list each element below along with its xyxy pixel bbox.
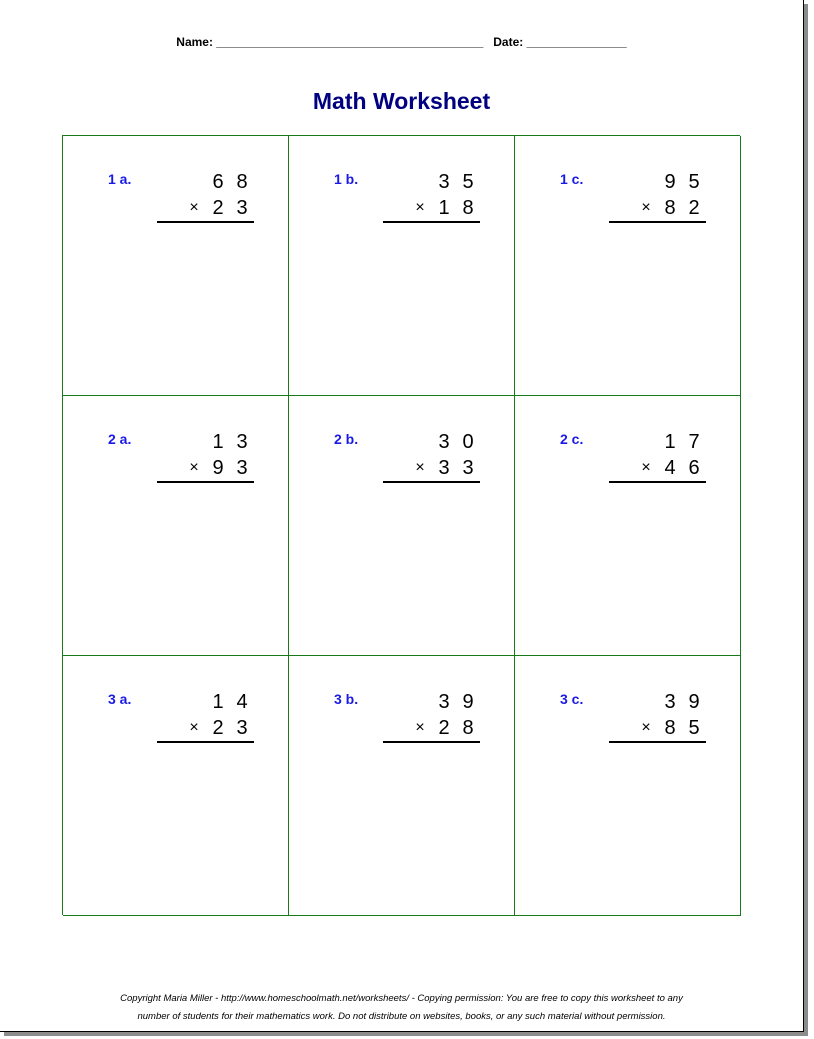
times-sign: × (189, 199, 199, 216)
multiplier-digit: 4 (664, 457, 676, 479)
times-sign: × (641, 459, 651, 476)
times-sign: × (641, 719, 651, 736)
multiplier-row (157, 455, 254, 481)
problem-cell (515, 136, 741, 396)
multiplier-digit: 8 (462, 197, 474, 219)
multiplicand-row (609, 689, 706, 715)
multiplicand-digit: 0 (462, 431, 474, 453)
multiplicand-digit: 5 (462, 171, 474, 193)
multiplier-digit: 5 (688, 717, 700, 739)
copyright-footer (0, 990, 803, 1026)
multiplier-digit: 2 (688, 197, 700, 219)
multiplier-digit: 3 (438, 457, 450, 479)
problem-grid (62, 135, 740, 915)
answer-rule (157, 741, 254, 743)
problem-label: 2 a. (108, 431, 132, 447)
multiplier-row (157, 195, 254, 221)
multiplier-digit: 8 (664, 717, 676, 739)
multiplier-row (609, 715, 706, 741)
multiplicand-row (383, 429, 480, 455)
problem-label: 1 a. (108, 171, 132, 187)
multiplier-digit: 2 (212, 717, 224, 739)
multiplier-digit: 6 (688, 457, 700, 479)
multiplicand-digit: 8 (236, 171, 248, 193)
times-sign: × (415, 459, 425, 476)
multiplication-problem (157, 429, 254, 483)
multiplier-digit: 8 (462, 717, 474, 739)
multiplication-problem (609, 429, 706, 483)
problem-cell (289, 656, 515, 916)
times-sign: × (641, 199, 651, 216)
problem-cell (63, 396, 289, 656)
problem-cell (63, 136, 289, 396)
multiplicand-digit: 3 (438, 171, 450, 193)
multiplicand-digit: 7 (688, 431, 700, 453)
multiplier-digit: 3 (236, 717, 248, 739)
multiplicand-digit: 1 (212, 691, 224, 713)
problem-label: 1 b. (334, 171, 359, 187)
answer-rule (609, 221, 706, 223)
multiplier-digit: 3 (462, 457, 474, 479)
multiplication-problem (383, 429, 480, 483)
times-sign: × (415, 719, 425, 736)
problem-cell (515, 656, 741, 916)
answer-rule (609, 481, 706, 483)
multiplier-row (157, 715, 254, 741)
multiplicand-row (157, 169, 254, 195)
times-sign: × (415, 199, 425, 216)
multiplier-row (383, 195, 480, 221)
multiplier-digit: 2 (212, 197, 224, 219)
multiplicand-digit: 9 (462, 691, 474, 713)
problem-cell (289, 136, 515, 396)
multiplicand-row (609, 429, 706, 455)
multiplicand-digit: 9 (688, 691, 700, 713)
multiplier-row (383, 455, 480, 481)
multiplicand-row (157, 429, 254, 455)
answer-rule (157, 481, 254, 483)
problem-label: 3 c. (560, 691, 584, 707)
multiplier-row (609, 455, 706, 481)
multiplicand-row (609, 169, 706, 195)
answer-rule (157, 221, 254, 223)
multiplier-digit: 9 (212, 457, 224, 479)
multiplicand-digit: 4 (236, 691, 248, 713)
multiplication-problem (609, 689, 706, 743)
multiplicand-digit: 6 (212, 171, 224, 193)
copyright-line-2: number of students for their mathematics work. Do not distribute on websites, books, or any such material without permission. (137, 1011, 666, 1022)
answer-rule (383, 741, 480, 743)
problem-label: 3 a. (108, 691, 132, 707)
answer-rule (609, 741, 706, 743)
problem-cell (515, 396, 741, 656)
problem-label: 2 b. (334, 431, 359, 447)
multiplication-problem (383, 689, 480, 743)
multiplication-problem (157, 169, 254, 223)
multiplier-row (383, 715, 480, 741)
times-sign: × (189, 719, 199, 736)
problem-cell (63, 656, 289, 916)
page-title: Math Worksheet (312, 88, 491, 114)
times-sign: × (189, 459, 199, 476)
multiplicand-digit: 1 (212, 431, 224, 453)
multiplier-digit: 3 (236, 197, 248, 219)
multiplicand-digit: 9 (664, 171, 676, 193)
multiplicand-digit: 3 (438, 691, 450, 713)
multiplier-digit: 1 (438, 197, 450, 219)
name-date-line: Name: ________________________________________ Date: _______________ (176, 35, 627, 49)
multiplication-problem (609, 169, 706, 223)
multiplier-digit: 8 (664, 197, 676, 219)
problem-label: 1 c. (560, 171, 584, 187)
problem-label: 3 b. (334, 691, 359, 707)
multiplicand-digit: 3 (236, 431, 248, 453)
multiplier-digit: 3 (236, 457, 248, 479)
problem-cell (289, 396, 515, 656)
multiplicand-digit: 3 (438, 431, 450, 453)
multiplication-problem (383, 169, 480, 223)
copyright-line-1: Copyright Maria Miller - http://www.homeschoolmath.net/worksheets/ - Copying permission: You are free to copy this worksheet to any (120, 993, 683, 1004)
answer-rule (383, 221, 480, 223)
multiplicand-digit: 3 (664, 691, 676, 713)
multiplicand-digit: 1 (664, 431, 676, 453)
multiplicand-row (157, 689, 254, 715)
answer-rule (383, 481, 480, 483)
multiplicand-row (383, 689, 480, 715)
multiplier-digit: 2 (438, 717, 450, 739)
multiplier-row (609, 195, 706, 221)
problem-label: 2 c. (560, 431, 584, 447)
multiplication-problem (157, 689, 254, 743)
multiplicand-row (383, 169, 480, 195)
multiplicand-digit: 5 (688, 171, 700, 193)
